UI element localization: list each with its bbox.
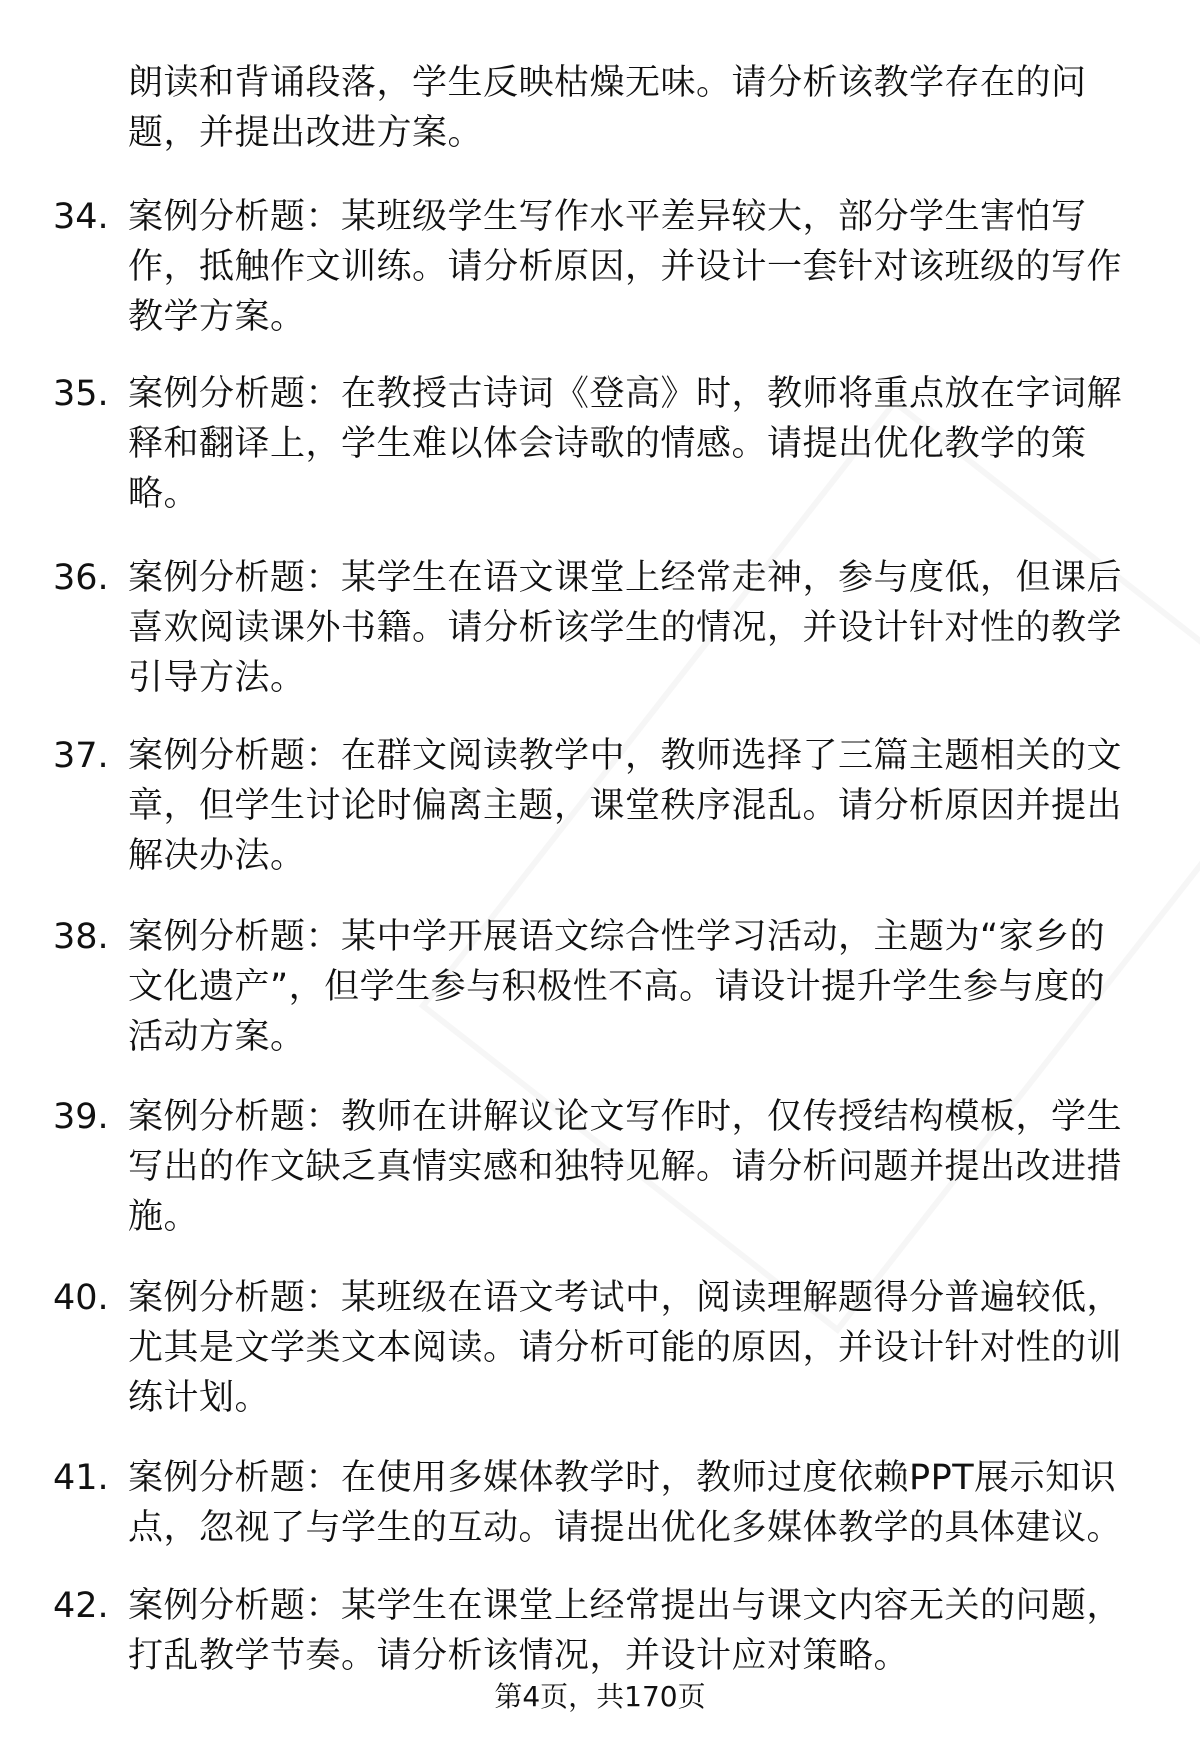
question-text-line: 案例分析题：某学生在语文课堂上经常走神，参与度低，但课后 — [128, 558, 1123, 598]
question-number: 42. — [53, 1586, 109, 1626]
question-text-line: 案例分析题：在教授古诗词《登高》时，教师将重点放在字词解 — [128, 374, 1123, 414]
question-number: 36. — [53, 558, 109, 598]
question-text-line: 写出的作文缺乏真情实感和独特见解。请分析问题并提出改进措 — [128, 1147, 1123, 1187]
question-text-line: 活动方案。 — [128, 1017, 306, 1057]
question-number: 35. — [53, 374, 109, 414]
question-text-line: 释和翻译上，学生难以体会诗歌的情感。请提出优化教学的策 — [128, 424, 1087, 464]
question-text-line: 案例分析题：某学生在课堂上经常提出与课文内容无关的问题， — [128, 1586, 1123, 1626]
question-text-line: 喜欢阅读课外书籍。请分析该学生的情况，并设计针对性的教学 — [128, 608, 1123, 648]
question-text-line: 案例分析题：某班级学生写作水平差异较大，部分学生害怕写 — [128, 197, 1087, 237]
question-number: 37. — [53, 736, 109, 776]
question-text-line: 引导方法。 — [128, 658, 306, 698]
question-text-line: 案例分析题：教师在讲解议论文写作时，仅传授结构模板，学生 — [128, 1097, 1123, 1137]
page-footer: 第4页，共170页 — [494, 1680, 706, 1713]
question-text-line: 文化遗产”，但学生参与积极性不高。请设计提升学生参与度的 — [128, 967, 1106, 1007]
question-text-line: 朗读和背诵段落，学生反映枯燥无味。请分析该教学存在的问 — [128, 63, 1087, 103]
question-text-line: 解决办法。 — [128, 836, 306, 876]
question-text-line: 案例分析题：某班级在语文考试中，阅读理解题得分普遍较低， — [128, 1278, 1123, 1318]
question-text-line: 题，并提出改进方案。 — [128, 113, 484, 153]
question-number: 38. — [53, 917, 109, 957]
question-text-line: 案例分析题：某中学开展语文综合性学习活动，主题为“家乡的 — [128, 917, 1106, 957]
question-text-line: 教学方案。 — [128, 297, 306, 337]
question-text-line: 章，但学生讨论时偏离主题，课堂秩序混乱。请分析原因并提出 — [128, 786, 1123, 826]
question-text-line: 作，抵触作文训练。请分析原因，并设计一套针对该班级的写作 — [128, 247, 1123, 287]
question-number: 34. — [53, 197, 109, 237]
question-text-line: 点，忽视了与学生的互动。请提出优化多媒体教学的具体建议。 — [128, 1508, 1123, 1548]
question-number: 41. — [53, 1458, 109, 1498]
question-text-line: 案例分析题：在群文阅读教学中，教师选择了三篇主题相关的文 — [128, 736, 1123, 776]
question-text-line: 尤其是文学类文本阅读。请分析可能的原因，并设计针对性的训 — [128, 1328, 1123, 1368]
question-text-line: 施。 — [128, 1197, 200, 1237]
question-text-line: 练计划。 — [128, 1378, 271, 1418]
question-number: 40. — [53, 1278, 109, 1318]
question-text-line: 案例分析题：在使用多媒体教学时，教师过度依赖PPT展示知识 — [128, 1458, 1117, 1498]
question-text-line: 略。 — [128, 474, 200, 514]
question-text-line: 打乱教学节奏。请分析该情况，并设计应对策略。 — [128, 1636, 910, 1676]
question-number: 39. — [53, 1097, 109, 1137]
